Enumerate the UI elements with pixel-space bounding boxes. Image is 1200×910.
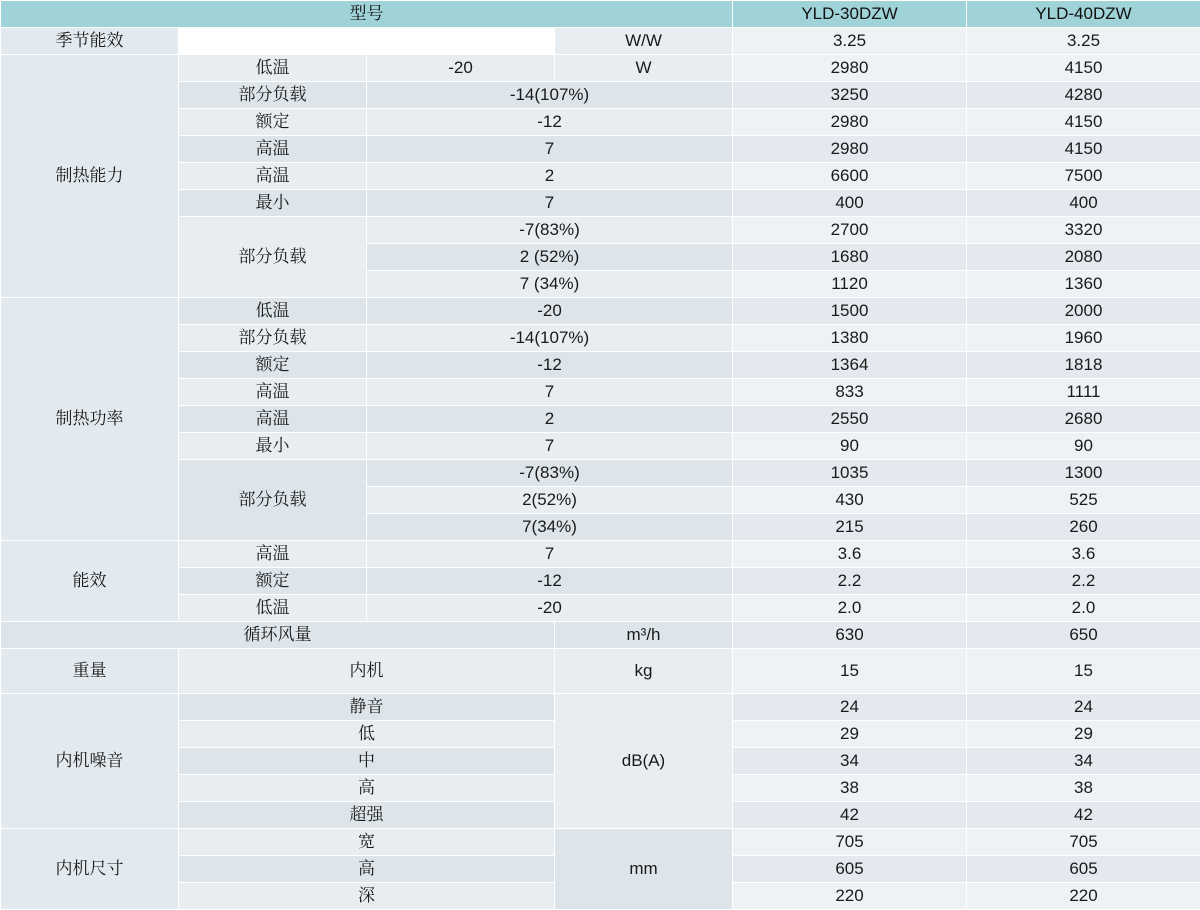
value-cell-model2: 2680 [967,406,1200,433]
row-label: 深 [179,883,555,910]
table-row [1,433,1200,460]
row-condition: 7 [367,433,733,460]
row-label: 部分负载 [179,460,367,541]
value-cell-model2: 605 [967,856,1200,883]
row-label: 部分负载 [179,217,367,298]
value-cell-model1: 833 [733,379,967,406]
value-cell-model1: 6600 [733,163,967,190]
row-condition: 7 (34%) [367,271,733,298]
row-condition: -14(107%) [367,325,733,352]
unit-cell-noise: dB(A) [555,694,733,829]
header-column-1: YLD-30DZW [733,1,967,28]
unit-cell: W/W [555,28,733,55]
unit-cell: W [555,55,733,82]
group-label-heating-capacity: 制热能力 [1,55,179,298]
row-label: 超强 [179,802,555,829]
value-cell-model2: 650 [967,622,1200,649]
group-label-indoor-dimensions: 内机尺寸 [1,829,179,910]
value-cell-model2: 220 [967,883,1200,910]
row-label: 高温 [179,136,367,163]
value-cell-model2: 4280 [967,82,1200,109]
value-cell-model1: 1500 [733,298,967,325]
value-cell-model2: 400 [967,190,1200,217]
value-cell-model1: 2.0 [733,595,967,622]
value-cell-model2: 4150 [967,55,1200,82]
row-label: 宽 [179,829,555,856]
table-row [1,649,1200,694]
value-cell-model2: 7500 [967,163,1200,190]
value-cell-model2: 4150 [967,109,1200,136]
row-label: 最小 [179,433,367,460]
value-cell-model2: 34 [967,748,1200,775]
row-label: 额定 [179,109,367,136]
table-row [1,541,1200,568]
value-cell-model2: 24 [967,694,1200,721]
table-row [1,379,1200,406]
value-cell-model2: 15 [967,649,1200,694]
value-cell-model2: 29 [967,721,1200,748]
row-label: 高温 [179,379,367,406]
value-cell-model1: 90 [733,433,967,460]
row-condition: 2 (52%) [367,244,733,271]
unit-cell-dimensions: mm [555,829,733,910]
row-label: 高 [179,775,555,802]
header-column-2: YLD-40DZW [967,1,1200,28]
value-cell-model2: 2080 [967,244,1200,271]
value-cell-model2: 1360 [967,271,1200,298]
row-label: 高温 [179,406,367,433]
table-row [1,298,1200,325]
value-cell-model2: 1960 [967,325,1200,352]
value-cell-model1: 1680 [733,244,967,271]
table-row [1,28,1200,55]
unit-cell-airflow [555,622,733,649]
value-cell-model1: 2980 [733,55,967,82]
row-condition: 2 [367,406,733,433]
row-condition: -14(107%) [367,82,733,109]
row-label: 高温 [179,541,367,568]
value-cell-model1: 15 [733,649,967,694]
row-label: 高 [179,856,555,883]
spacer-cell [179,28,555,55]
value-cell-model2: 705 [967,829,1200,856]
value-cell-model1: 1380 [733,325,967,352]
table-row [1,109,1200,136]
row-label: 低温 [179,595,367,622]
value-cell-model1: 2980 [733,109,967,136]
value-cell-model2: 42 [967,802,1200,829]
group-label-efficiency: 能效 [1,541,179,622]
row-condition: -7(83%) [367,217,733,244]
value-cell-model1: 29 [733,721,967,748]
value-cell-model1: 1364 [733,352,967,379]
row-label: 低温 [179,55,367,82]
group-label-weight: 重量 [1,649,179,694]
row-condition: -12 [367,352,733,379]
row-condition: -20 [367,595,733,622]
row-condition: -12 [367,109,733,136]
row-label: 静音 [179,694,555,721]
row-label: 高温 [179,163,367,190]
value-cell-model1: 2550 [733,406,967,433]
value-cell-model1: 1035 [733,460,967,487]
value-cell-model1: 38 [733,775,967,802]
table-row [1,136,1200,163]
value-cell-model2: 2.2 [967,568,1200,595]
group-label-seasonal-efficiency: 季节能效 [1,28,179,55]
row-label: 最小 [179,190,367,217]
row-condition: 7 [367,379,733,406]
value-cell-model1: 3.25 [733,28,967,55]
value-cell-model1: 215 [733,514,967,541]
value-cell-model1: 400 [733,190,967,217]
table-row [1,190,1200,217]
value-cell-model1: 430 [733,487,967,514]
row-condition: 2 [367,163,733,190]
table-row [1,82,1200,109]
table-row [1,568,1200,595]
value-cell-model1: 705 [733,829,967,856]
value-cell-model2: 1111 [967,379,1200,406]
value-cell-model1: 42 [733,802,967,829]
row-label: 低温 [179,298,367,325]
row-label: 中 [179,748,555,775]
table-row [1,694,1200,721]
table-row [1,595,1200,622]
value-cell-model2: 260 [967,514,1200,541]
value-cell-model2: 38 [967,775,1200,802]
value-cell-model1: 630 [733,622,967,649]
group-label-indoor-noise: 内机噪音 [1,694,179,829]
row-label: 低 [179,721,555,748]
row-condition: -20 [367,55,555,82]
value-cell-model1: 605 [733,856,967,883]
value-cell-model2: 2000 [967,298,1200,325]
value-cell-model2: 4150 [967,136,1200,163]
value-cell-model1: 34 [733,748,967,775]
table-row [1,622,1200,649]
value-cell-model2: 3.25 [967,28,1200,55]
unit-cell: kg [555,649,733,694]
row-condition: -7(83%) [367,460,733,487]
value-cell-model1: 3250 [733,82,967,109]
row-condition: 7(34%) [367,514,733,541]
value-cell-model2: 525 [967,487,1200,514]
row-label: 部分负载 [179,325,367,352]
header-model-label: 型号 [1,1,733,28]
row-condition: -20 [367,298,733,325]
table-row [1,325,1200,352]
value-cell-model1: 24 [733,694,967,721]
value-cell-model1: 1120 [733,271,967,298]
value-cell-model1: 2.2 [733,568,967,595]
row-condition: -12 [367,568,733,595]
value-cell-model2: 90 [967,433,1200,460]
group-label-heating-power: 制热功率 [1,298,179,541]
value-cell-model2: 1818 [967,352,1200,379]
table-row [1,217,1200,244]
row-label: 内机 [179,649,555,694]
value-cell-model2: 2.0 [967,595,1200,622]
row-label: 额定 [179,568,367,595]
table-row [1,460,1200,487]
row-condition: 7 [367,190,733,217]
table-row [1,352,1200,379]
unit-text: m³/h [627,625,661,644]
row-label: 部分负载 [179,82,367,109]
row-condition: 7 [367,136,733,163]
table-row [1,829,1200,856]
table-header-row [1,1,1200,28]
row-condition: 7 [367,541,733,568]
value-cell-model1: 220 [733,883,967,910]
value-cell-model1: 2980 [733,136,967,163]
value-cell-model2: 3320 [967,217,1200,244]
table-row [1,55,1200,82]
row-condition: 2(52%) [367,487,733,514]
value-cell-model2: 3.6 [967,541,1200,568]
value-cell-model1: 2700 [733,217,967,244]
value-cell-model1: 3.6 [733,541,967,568]
table-row [1,163,1200,190]
table-row [1,406,1200,433]
value-cell-model2: 1300 [967,460,1200,487]
row-label: 额定 [179,352,367,379]
row-label-airflow: 循环风量 [1,622,555,649]
